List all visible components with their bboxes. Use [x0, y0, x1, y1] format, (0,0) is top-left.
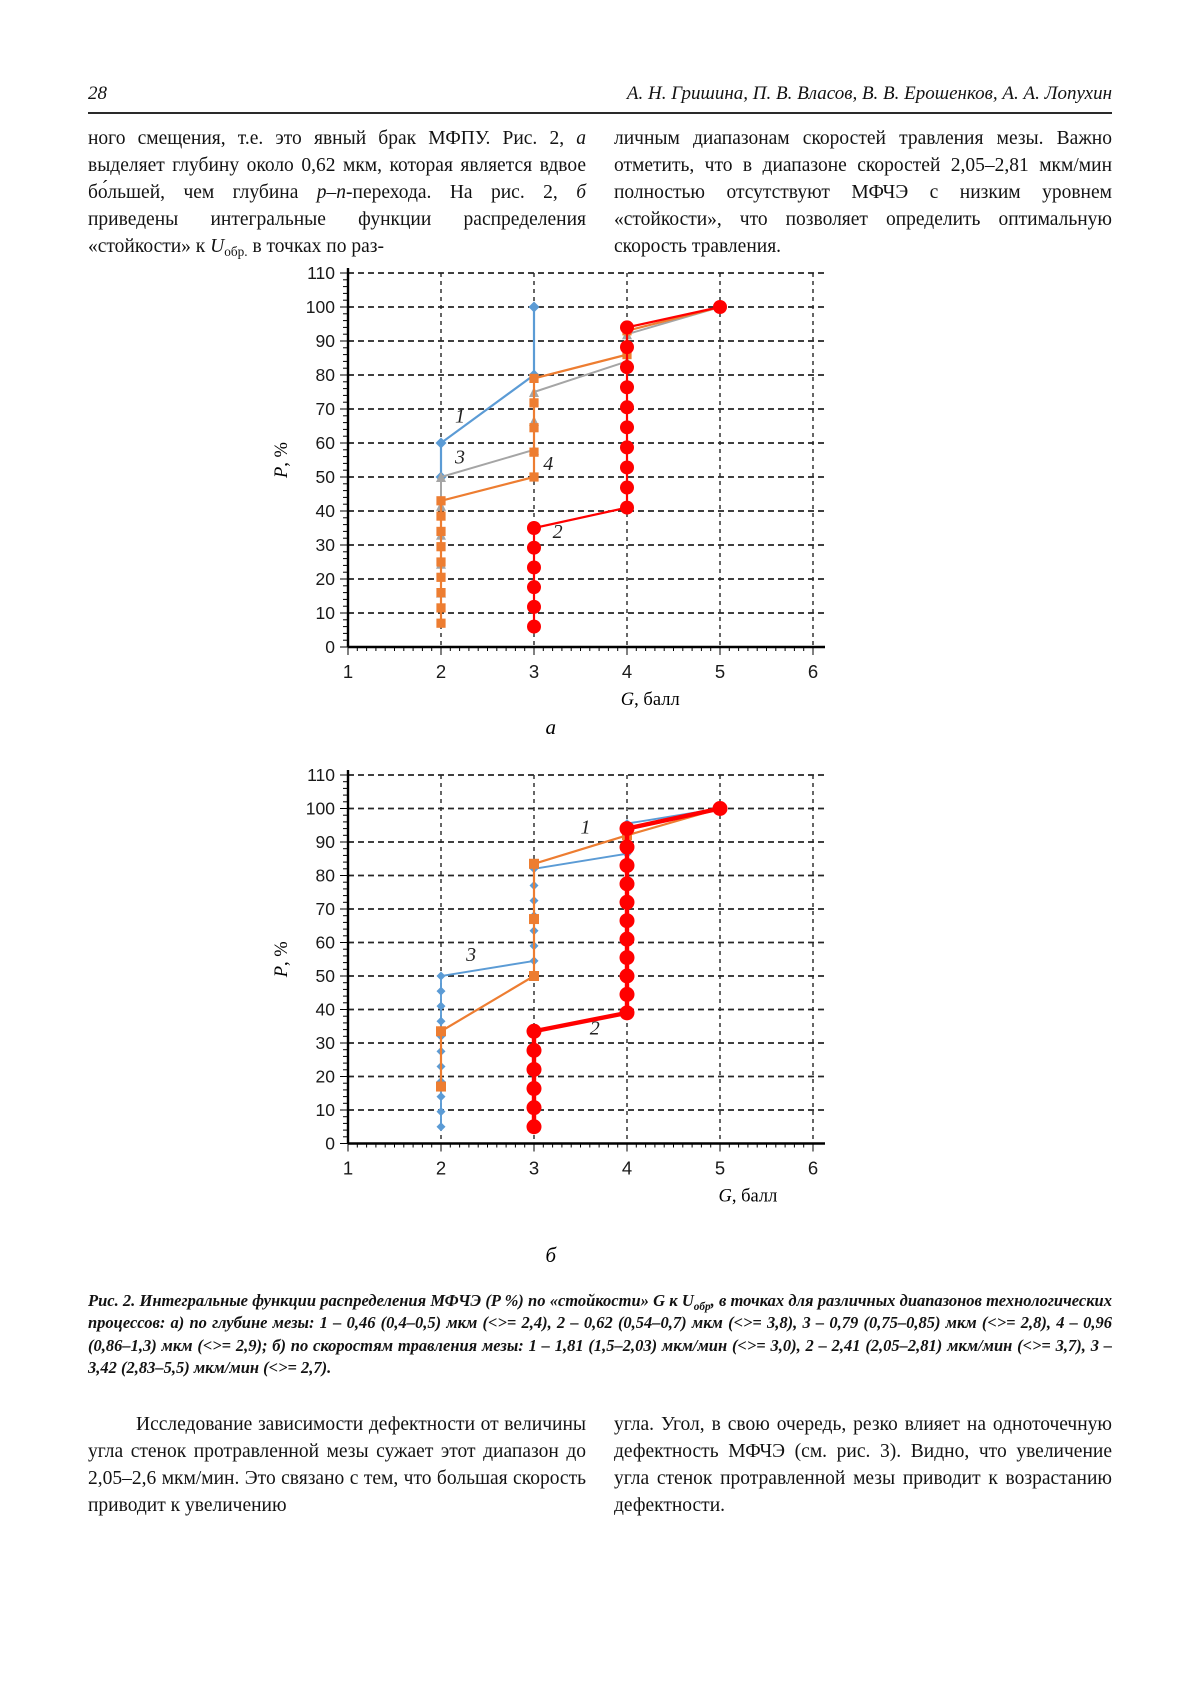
axes [340, 268, 825, 655]
svg-text:90: 90 [315, 832, 335, 853]
svg-text:80: 80 [315, 865, 335, 886]
text-run: p–n [316, 182, 347, 204]
svg-text:4: 4 [621, 1157, 633, 1179]
svg-text:110: 110 [307, 263, 335, 284]
svg-text:4: 4 [621, 661, 633, 683]
svg-text:10: 10 [315, 603, 335, 624]
svg-text:50: 50 [315, 467, 335, 488]
svg-text:3: 3 [528, 661, 540, 683]
text-run: -перехода. На рис. 2, [346, 182, 577, 204]
svg-text:1: 1 [342, 1157, 354, 1179]
svg-text:30: 30 [315, 1033, 335, 1054]
page-header [88, 84, 1112, 105]
paragraph-top-left [88, 125, 586, 260]
svg-text:70: 70 [315, 399, 335, 420]
svg-text:90: 90 [315, 331, 335, 352]
series-label: 2 [589, 1017, 600, 1040]
paragraph-top-right: личным диапазонам скоростей травления мезы. Важно отметить, что в диапазоне скоростей 2,05–2,81 мкм/мин полностью отсутствуют МФЧЭ с низким уровнем «стойкости», что позволяет определить оптимальную скорость травления. [614, 127, 1112, 258]
top-text-columns [88, 125, 1112, 260]
svg-text:1: 1 [342, 661, 354, 683]
svg-text:0: 0 [325, 637, 335, 658]
y-gridlines [348, 273, 825, 613]
text-run: ного смещения, т.е. это явный брак МФПУ. Рис. 2, [88, 127, 577, 149]
text-run: U [681, 1291, 694, 1311]
svg-text:5: 5 [714, 1157, 726, 1179]
text-run: а [576, 127, 586, 149]
x-axis-title: G, балл [620, 690, 680, 711]
paragraph-bottom-left: Исследование зависимости дефектности от величины угла стенок протравленной мезы сужает этот диапазон до 2,05–2,6 мкм/мин. Это связано с тем, что большая скорость приводит к увеличению [88, 1413, 586, 1517]
svg-text:3: 3 [528, 1157, 540, 1179]
x-axis-title: G, балл [718, 1186, 778, 1207]
header-authors: А. Н. Гришина, П. В. Власов, В. В. Ерошенков, А. А. Лопухин [626, 83, 1112, 104]
series-label: 3 [466, 944, 477, 967]
chart-sublabel: б [545, 1243, 557, 1268]
svg-text:20: 20 [315, 1066, 335, 1087]
text-run: обр [693, 1300, 711, 1313]
svg-text:50: 50 [315, 966, 335, 987]
svg-text:2: 2 [435, 1157, 447, 1179]
series-2 [527, 801, 728, 1134]
series-label: 1 [580, 816, 591, 839]
tick-labels [306, 765, 818, 1179]
y-axis-title: P, % [272, 941, 292, 978]
svg-text:80: 80 [315, 365, 335, 386]
svg-text:40: 40 [315, 501, 335, 522]
page-number: 28 [88, 83, 107, 104]
text-run: обр. [224, 243, 248, 259]
figure-2 [263, 260, 1112, 1276]
chart-a [263, 260, 903, 746]
series-label: 4 [543, 453, 554, 476]
series-1 [436, 302, 540, 483]
text-run: в точках по раз- [247, 236, 384, 258]
svg-text:70: 70 [315, 899, 335, 920]
bottom-text-columns [88, 1411, 1112, 1519]
svg-text:110: 110 [307, 765, 335, 786]
text-run: приведены интегральные функции распределения «стойкости» к [88, 209, 586, 258]
svg-text:2: 2 [435, 661, 447, 683]
svg-text:0: 0 [325, 1133, 335, 1154]
header-rule [88, 112, 1112, 114]
svg-text:60: 60 [315, 433, 335, 454]
y-axis-title: P, % [272, 442, 292, 479]
text-run: выделяет глубину около 0,62 мкм, которая является вдвое бо́льшей, чем глубина [88, 154, 586, 204]
svg-text:60: 60 [315, 932, 335, 953]
series-label: 1 [454, 405, 465, 428]
chart-sublabel: а [545, 715, 556, 740]
series-3 [437, 804, 725, 1131]
figure-caption [88, 1290, 1112, 1378]
svg-text:30: 30 [315, 535, 335, 556]
svg-text:100: 100 [305, 798, 335, 819]
svg-text:10: 10 [315, 1100, 335, 1121]
tick-labels [306, 263, 818, 682]
text-run: , в точках для различных диапазонов технологических процессов: а) по глубине мезы: 1 – 0,46 (0,4–0,5) мкм (<>= 2,4), 2 – 0,62 (0,54–0,7) мкм (<>= 3,8), 3 – 0,79 (0,75–0,85) мкм (<>= 2,8), 4 – 0,96 (0,86–1,3) мкм (<>= 2,9); б) по скоростям травления мезы: 1 – 1,81 (1,5–2,03) мкм/мин (<>= 3,0), 2 – 2,41 (2,05–2,81) мкм/мин (<>= 3,7), 3 – 3,42 (2,83–5,5) мкм/мин (<>= 2,7). [88, 1291, 1112, 1377]
paragraph-bottom-right: угла. Угол, в свою очередь, резко влияет на одноточечную дефектность МФЧЭ (см. рис. 3). Видно, что увеличение угла стенок протравленной мезы приводит к возрастанию дефектности. [614, 1413, 1112, 1517]
series-label: 2 [552, 521, 563, 544]
svg-text:6: 6 [807, 1157, 819, 1179]
text-run: U [210, 236, 225, 258]
series-label: 3 [454, 446, 465, 469]
series-1 [436, 804, 725, 1092]
chart-b [263, 762, 903, 1276]
svg-text:6: 6 [807, 661, 819, 683]
svg-text:20: 20 [315, 569, 335, 590]
series-3 [436, 302, 725, 598]
svg-text:100: 100 [305, 297, 335, 318]
series-2 [527, 300, 727, 634]
svg-text:40: 40 [315, 999, 335, 1020]
svg-text:5: 5 [714, 661, 726, 683]
text-run: б [576, 182, 586, 204]
text-run: Рис. 2. Интегральные функции распределения МФЧЭ (P %) по «стойкости» G к [88, 1291, 682, 1311]
